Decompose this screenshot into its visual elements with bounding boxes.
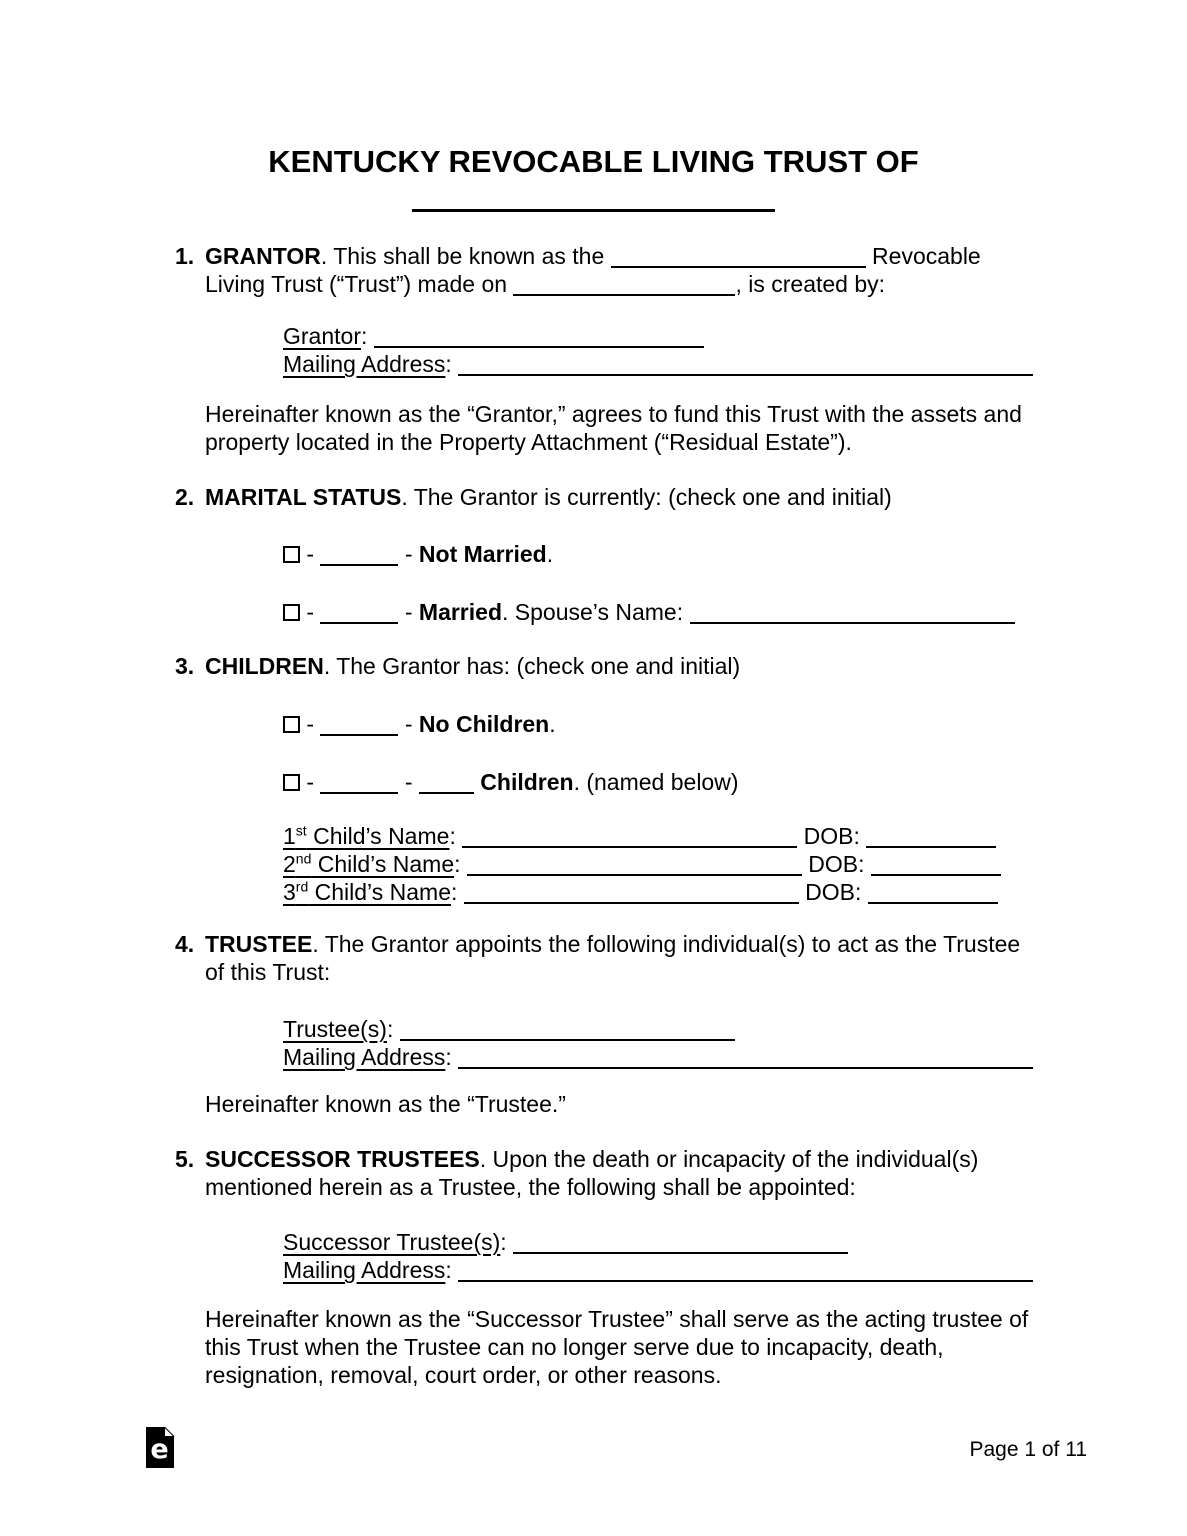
- ordinal-suffix: rd: [295, 878, 309, 895]
- marital-status-text: . The Grantor is currently: (check one and initial): [401, 484, 892, 510]
- eforms-logo-letter: e: [150, 1434, 169, 1465]
- period: .: [549, 711, 556, 737]
- colon: :: [445, 351, 459, 377]
- separator: -: [300, 599, 321, 625]
- section-heading-successor-trustees: SUCCESSOR TRUSTEES: [205, 1146, 480, 1172]
- successor-trustee-label: Successor Trustee(s): [283, 1229, 501, 1255]
- checkbox-married[interactable]: [283, 604, 300, 621]
- item-number-5: 5.: [175, 1146, 195, 1172]
- colon: :: [360, 323, 374, 349]
- checkbox-has-children[interactable]: [283, 774, 300, 791]
- not-married-initials-blank[interactable]: [320, 560, 398, 566]
- section-children: [175, 652, 1047, 680]
- period: .: [546, 541, 554, 567]
- successor-note-line-2: this Trust when the Trustee can no longer serve due to incapacity, death,: [205, 1334, 944, 1360]
- trustee-label: Trustee(s): [283, 1016, 387, 1042]
- child-row-3: [283, 878, 1047, 906]
- no-children-row: [175, 710, 1047, 738]
- separator: -: [398, 541, 419, 567]
- trustee-fields: [175, 1015, 1047, 1071]
- child-1-name-blank[interactable]: [462, 842, 797, 848]
- child-1-dob-label: DOB:: [797, 823, 867, 849]
- colon: :: [445, 1257, 459, 1283]
- section-heading-marital-status: MARITAL STATUS: [205, 484, 402, 510]
- grantor-text-1: . This shall be known as the: [320, 243, 611, 269]
- section-heading-trustee: TRUSTEE: [205, 931, 313, 957]
- child-2-dob-label: DOB:: [801, 851, 871, 877]
- separator: -: [300, 711, 321, 737]
- grantor-name-blank[interactable]: [374, 342, 704, 348]
- separator: -: [300, 541, 321, 567]
- trustee-text-2: of this Trust:: [205, 959, 331, 985]
- grantor-fields: [175, 322, 1047, 378]
- children-count-blank[interactable]: [419, 788, 474, 794]
- section-grantor: [175, 242, 1047, 298]
- checkbox-not-married[interactable]: [283, 546, 300, 563]
- separator: -: [300, 769, 321, 795]
- separator: -: [398, 599, 419, 625]
- successor-note: [175, 1305, 1047, 1389]
- children-text: . The Grantor has: (check one and initial): [323, 653, 741, 679]
- document-body: [0, 242, 1187, 1389]
- section-heading-children: CHILDREN: [205, 653, 324, 679]
- trustee-mailing-address-blank[interactable]: [458, 1063, 1033, 1069]
- married-row: [175, 598, 1047, 626]
- grantor-mailing-address-blank[interactable]: [458, 370, 1033, 376]
- married-initials-blank[interactable]: [320, 618, 398, 624]
- section-marital-status: [175, 483, 1047, 511]
- trustee-note: Hereinafter known as the “Trustee.”: [205, 1091, 566, 1117]
- trustee-text-1: . The Grantor appoints the following individual(s) to act as the Trustee: [312, 931, 1021, 957]
- separator: -: [398, 711, 419, 737]
- trust-date-blank[interactable]: [513, 290, 735, 296]
- item-number-4: 4.: [175, 931, 195, 957]
- grantor-text-3: Living Trust (“Trust”) made on: [205, 271, 514, 297]
- grantor-mailing-address-label: Mailing Address: [283, 351, 446, 377]
- grantor-note-line-1: Hereinafter known as the “Grantor,” agrees to fund this Trust with the assets and: [205, 401, 1022, 427]
- successor-mailing-address-label: Mailing Address: [283, 1257, 446, 1283]
- successor-note-line-1: Hereinafter known as the “Successor Trustee” shall serve as the acting trustee of: [205, 1306, 1029, 1332]
- successor-text-1: . Upon the death or incapacity of the individual(s): [479, 1146, 979, 1172]
- item-number-1: 1.: [175, 243, 195, 269]
- checkbox-no-children[interactable]: [283, 716, 300, 733]
- child-row-1: [283, 822, 1047, 850]
- child-1-name-label: 1st Child’s Name: [283, 822, 450, 849]
- successor-text-2: mentioned herein as a Trustee, the following shall be appointed:: [205, 1174, 856, 1200]
- eforms-logo-icon: [146, 1427, 174, 1468]
- spouse-name-blank[interactable]: [690, 618, 1015, 624]
- page-number: Page 1 of 11: [969, 1438, 1087, 1461]
- trustee-mailing-address-label: Mailing Address: [283, 1044, 446, 1070]
- successor-trustee-name-blank[interactable]: [513, 1248, 848, 1254]
- ordinal-suffix: nd: [295, 850, 312, 867]
- no-children-label: No Children: [418, 711, 550, 737]
- child-3-name-blank[interactable]: [464, 898, 799, 904]
- colon: :: [449, 823, 463, 849]
- child-1-dob-blank[interactable]: [866, 842, 996, 848]
- grantor-note: [175, 400, 1047, 456]
- separator: -: [398, 769, 419, 795]
- section-heading-grantor: GRANTOR: [205, 243, 321, 269]
- colon: :: [386, 1016, 400, 1042]
- grantor-note-line-2: property located in the Property Attachment (“Residual Estate”).: [205, 429, 852, 455]
- spouse-name-label: . Spouse’s Name:: [502, 599, 690, 625]
- colon: :: [454, 851, 467, 877]
- trustee-name-blank[interactable]: [400, 1035, 735, 1041]
- section-trustee: [175, 930, 1047, 986]
- married-label: Married: [418, 599, 502, 625]
- has-children-row: [175, 768, 1047, 796]
- child-3-name-label: 3rd Child’s Name: [283, 878, 451, 905]
- children-label: Children: [480, 769, 574, 795]
- trust-title-name-blank[interactable]: [412, 209, 775, 212]
- item-number-2: 2.: [175, 484, 195, 510]
- grantor-text-2: Revocable: [865, 243, 981, 269]
- colon: :: [500, 1229, 514, 1255]
- child-3-dob-blank[interactable]: [868, 898, 998, 904]
- grantor-text-4: , is created by:: [735, 271, 886, 297]
- child-3-dob-label: DOB:: [798, 879, 868, 905]
- colon: :: [445, 1044, 459, 1070]
- successor-note-line-3: resignation, removal, court order, or other reasons.: [205, 1362, 722, 1388]
- named-below-text: . (named below): [573, 769, 739, 795]
- child-2-dob-blank[interactable]: [871, 870, 1001, 876]
- child-2-name-label: 2nd Child’s Name: [283, 850, 455, 877]
- item-number-3: 3.: [175, 653, 195, 679]
- successor-fields: [175, 1228, 1047, 1284]
- successor-mailing-address-blank[interactable]: [458, 1276, 1033, 1282]
- no-children-initials-blank[interactable]: [320, 730, 398, 736]
- page-title: KENTUCKY REVOCABLE LIVING TRUST OF: [268, 144, 919, 179]
- not-married-row: [175, 540, 1047, 568]
- child-2-name-blank[interactable]: [467, 870, 802, 876]
- section-successor-trustees: [175, 1145, 1047, 1201]
- ordinal-suffix: st: [295, 822, 307, 839]
- trust-name-blank[interactable]: [611, 262, 866, 268]
- child-row-2: [283, 850, 1047, 878]
- colon: :: [451, 879, 464, 905]
- children-initials-blank[interactable]: [320, 788, 398, 794]
- not-married-label: Not Married: [418, 541, 547, 567]
- children-list: [175, 822, 1047, 906]
- grantor-label: Grantor: [283, 323, 361, 349]
